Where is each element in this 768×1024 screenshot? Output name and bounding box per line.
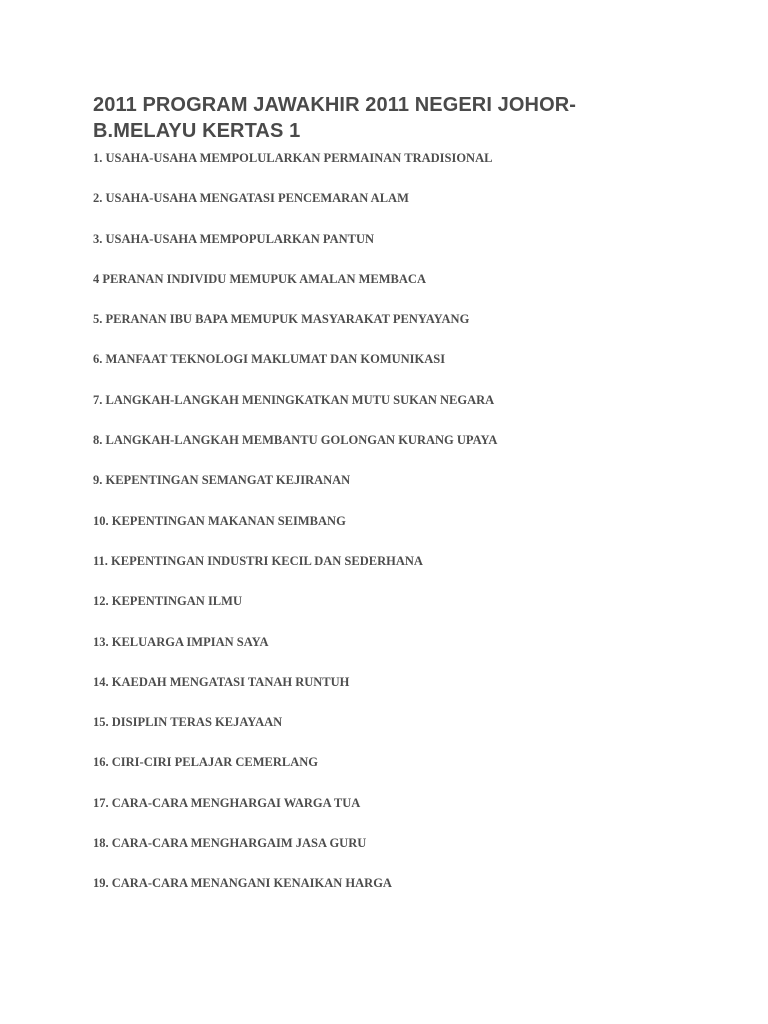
document-title-line-1: 2011 PROGRAM JAWAKHIR 2011 NEGERI JOHOR- (93, 94, 577, 116)
topic-item: 5. PERANAN IBU BAPA MEMUPUK MASYARAKAT PENYAYANG (93, 312, 470, 327)
topic-item: 15. DISIPLIN TERAS KEJAYAAN (93, 715, 283, 730)
document-title (93, 92, 733, 144)
topic-item: 18. CARA-CARA MENGHARGAIM JASA GURU (93, 836, 367, 851)
topic-item: 19. CARA-CARA MENANGANI KENAIKAN HARGA (93, 876, 392, 891)
topic-item: 9. KEPENTINGAN SEMANGAT KEJIRANAN (93, 473, 351, 488)
topic-item: 16. CIRI-CIRI PELAJAR CEMERLANG (93, 755, 319, 770)
topic-item: 11. KEPENTINGAN INDUSTRI KECIL DAN SEDERHANA (93, 553, 423, 568)
topic-item: 1. USAHA-USAHA MEMPOLULARKAN PERMAINAN TRADISIONAL (93, 151, 493, 165)
topic-item: 8. LANGKAH-LANGKAH MEMBANTU GOLONGAN KURANG UPAYA (93, 433, 498, 448)
topic-item: 7. LANGKAH-LANGKAH MENINGKATKAN MUTU SUKAN NEGARA (93, 392, 495, 407)
document-page (93, 92, 733, 891)
topic-item: 4 PERANAN INDIVIDU MEMUPUK AMALAN MEMBACA (93, 271, 426, 286)
topic-item: 3. USAHA-USAHA MEMPOPULARKAN PANTUN (93, 231, 375, 246)
document-title-line-2: B.MELAYU KERTAS 1 (93, 120, 301, 142)
topic-item: 2. USAHA-USAHA MENGATASI PENCEMARAN ALAM (93, 191, 409, 206)
topic-item: 10. KEPENTINGAN MAKANAN SEIMBANG (93, 513, 346, 528)
topic-item: 12. KEPENTINGAN ILMU (93, 594, 242, 609)
topic-list (93, 150, 733, 891)
topic-item: 14. KAEDAH MENGATASI TANAH RUNTUH (93, 674, 350, 689)
topic-item: 17. CARA-CARA MENGHARGAI WARGA TUA (93, 795, 361, 810)
topic-item: 6. MANFAAT TEKNOLOGI MAKLUMAT DAN KOMUNIKASI (93, 352, 446, 367)
topic-item: 13. KELUARGA IMPIAN SAYA (93, 634, 269, 649)
